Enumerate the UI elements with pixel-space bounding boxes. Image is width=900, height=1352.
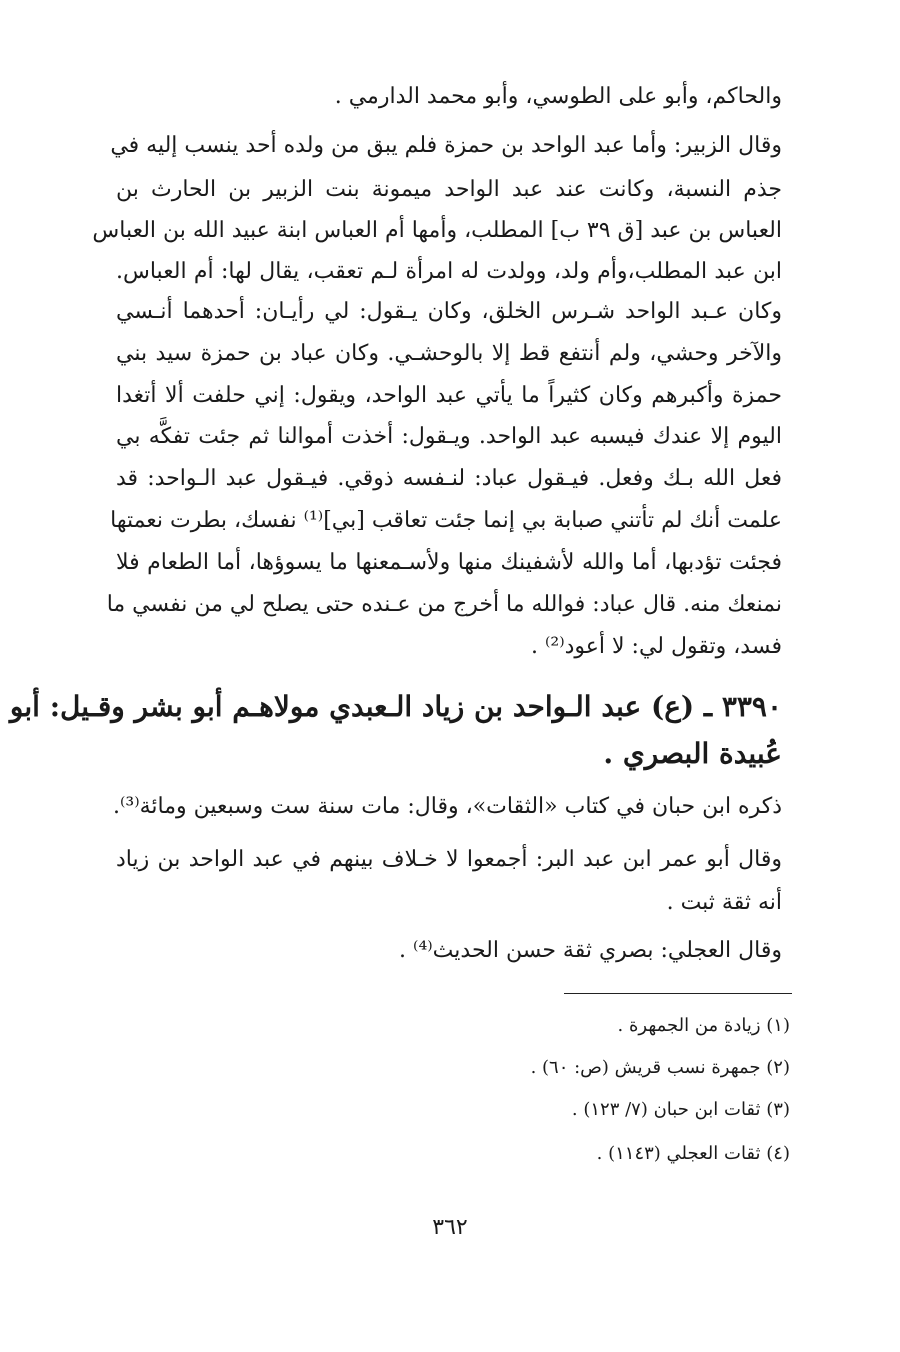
- body-line: نمنعك منه. قال عباد: فوالله ما أخرج من عـنده حتى يصلح لي من نفسي ما: [106, 592, 782, 617]
- entry-line: ذكره ابن حبان في كتاب «الثقات»، وقال: مات سنة ست وسبعين ومائة⁽³⁾.: [112, 794, 782, 819]
- body-line: وقال الزبير: وأما عبد الواحد بن حمزة فلم يبق من ولده أحد ينسب إليه في: [110, 133, 782, 158]
- entry-heading-continued: عُبيدة البصري .: [603, 737, 782, 770]
- body-line: العباس بن عبد [ق ٣٩ ب] المطلب، وأمها أم العباس ابنة عبيد الله بن العباس: [92, 218, 782, 243]
- footnote: (١) زيادة من الجمهرة .: [617, 1015, 790, 1036]
- body-line: فسد، وتقول لي: لا أعود⁽²⁾ .: [530, 634, 782, 659]
- body-line: حمزة وأكبرهم وكان كثيراً ما يأتي عبد الواحد، ويقول: إني حلفت ألا أتغدا: [116, 383, 782, 408]
- body-line: فعل الله بـك وفعل. فيـقول عباد: لنـفسه ذوقي. فيـقول عبد الـواحد: قد: [116, 466, 782, 491]
- body-line: ابن عبد المطلب،وأم ولد، وولدت له امرأة لـم تعقب، يقال لها: أم العباس.: [116, 259, 782, 284]
- entry-line: وقال العجلي: بصري ثقة حسن الحديث⁽⁴⁾ .: [399, 938, 782, 963]
- body-line: والآخر وحشي، ولم أنتفع قط إلا بالوحشـي. وكان عباد بن حمزة سيد بني: [116, 341, 782, 366]
- body-line: فجئت تؤدبها، أما والله لأشفينك منها ولأسـمعنها ما يسوؤها، أما الطعام فلا: [116, 550, 782, 575]
- footnote: (٣) ثقات ابن حبان (٧/ ١٢٣) .: [571, 1099, 790, 1120]
- entry-line: وقال أبو عمر ابن عبد البر: أجمعوا لا خـلاف بينهم في عبد الواحد بن زياد: [116, 847, 782, 872]
- footnote: (٤) ثقات العجلي (١١٤٣) .: [596, 1143, 790, 1164]
- body-line: اليوم إلا عندك فيسبه عبد الواحد. ويـقول: أخذت أموالنا ثم جئت تفكَّه بي: [116, 424, 782, 449]
- body-line: علمت أنك لم تأتني صبابة بي إنما جئت تعاقب [بي]⁽¹⁾ نفسك، بطرت نعمتها: [110, 508, 782, 533]
- body-line: والحاكم، وأبو على الطوسي، وأبو محمد الدارمي .: [334, 84, 782, 109]
- footnote: (٢) جمهرة نسب قريش (ص: ٦٠) .: [530, 1057, 790, 1078]
- footnote-separator: [564, 993, 792, 994]
- entry-line: أنه ثقة ثبت .: [666, 890, 782, 915]
- page-number: ٣٦٢: [432, 1215, 468, 1240]
- body-line: وكان عـبد الواحد شـرس الخلق، وكان يـقول: لي رأيـان: أحدهما أنـسي: [116, 299, 782, 324]
- body-line: جذم النسبة، وكانت عند عبد الواحد ميمونة بنت الزبير بن الحارث بن: [116, 177, 782, 202]
- entry-heading: ٣٣٩٠ ـ (ع) عبد الـواحد بن زياد الـعبدي مولاهـم أبو بشر وقـيل: أبو: [9, 690, 782, 723]
